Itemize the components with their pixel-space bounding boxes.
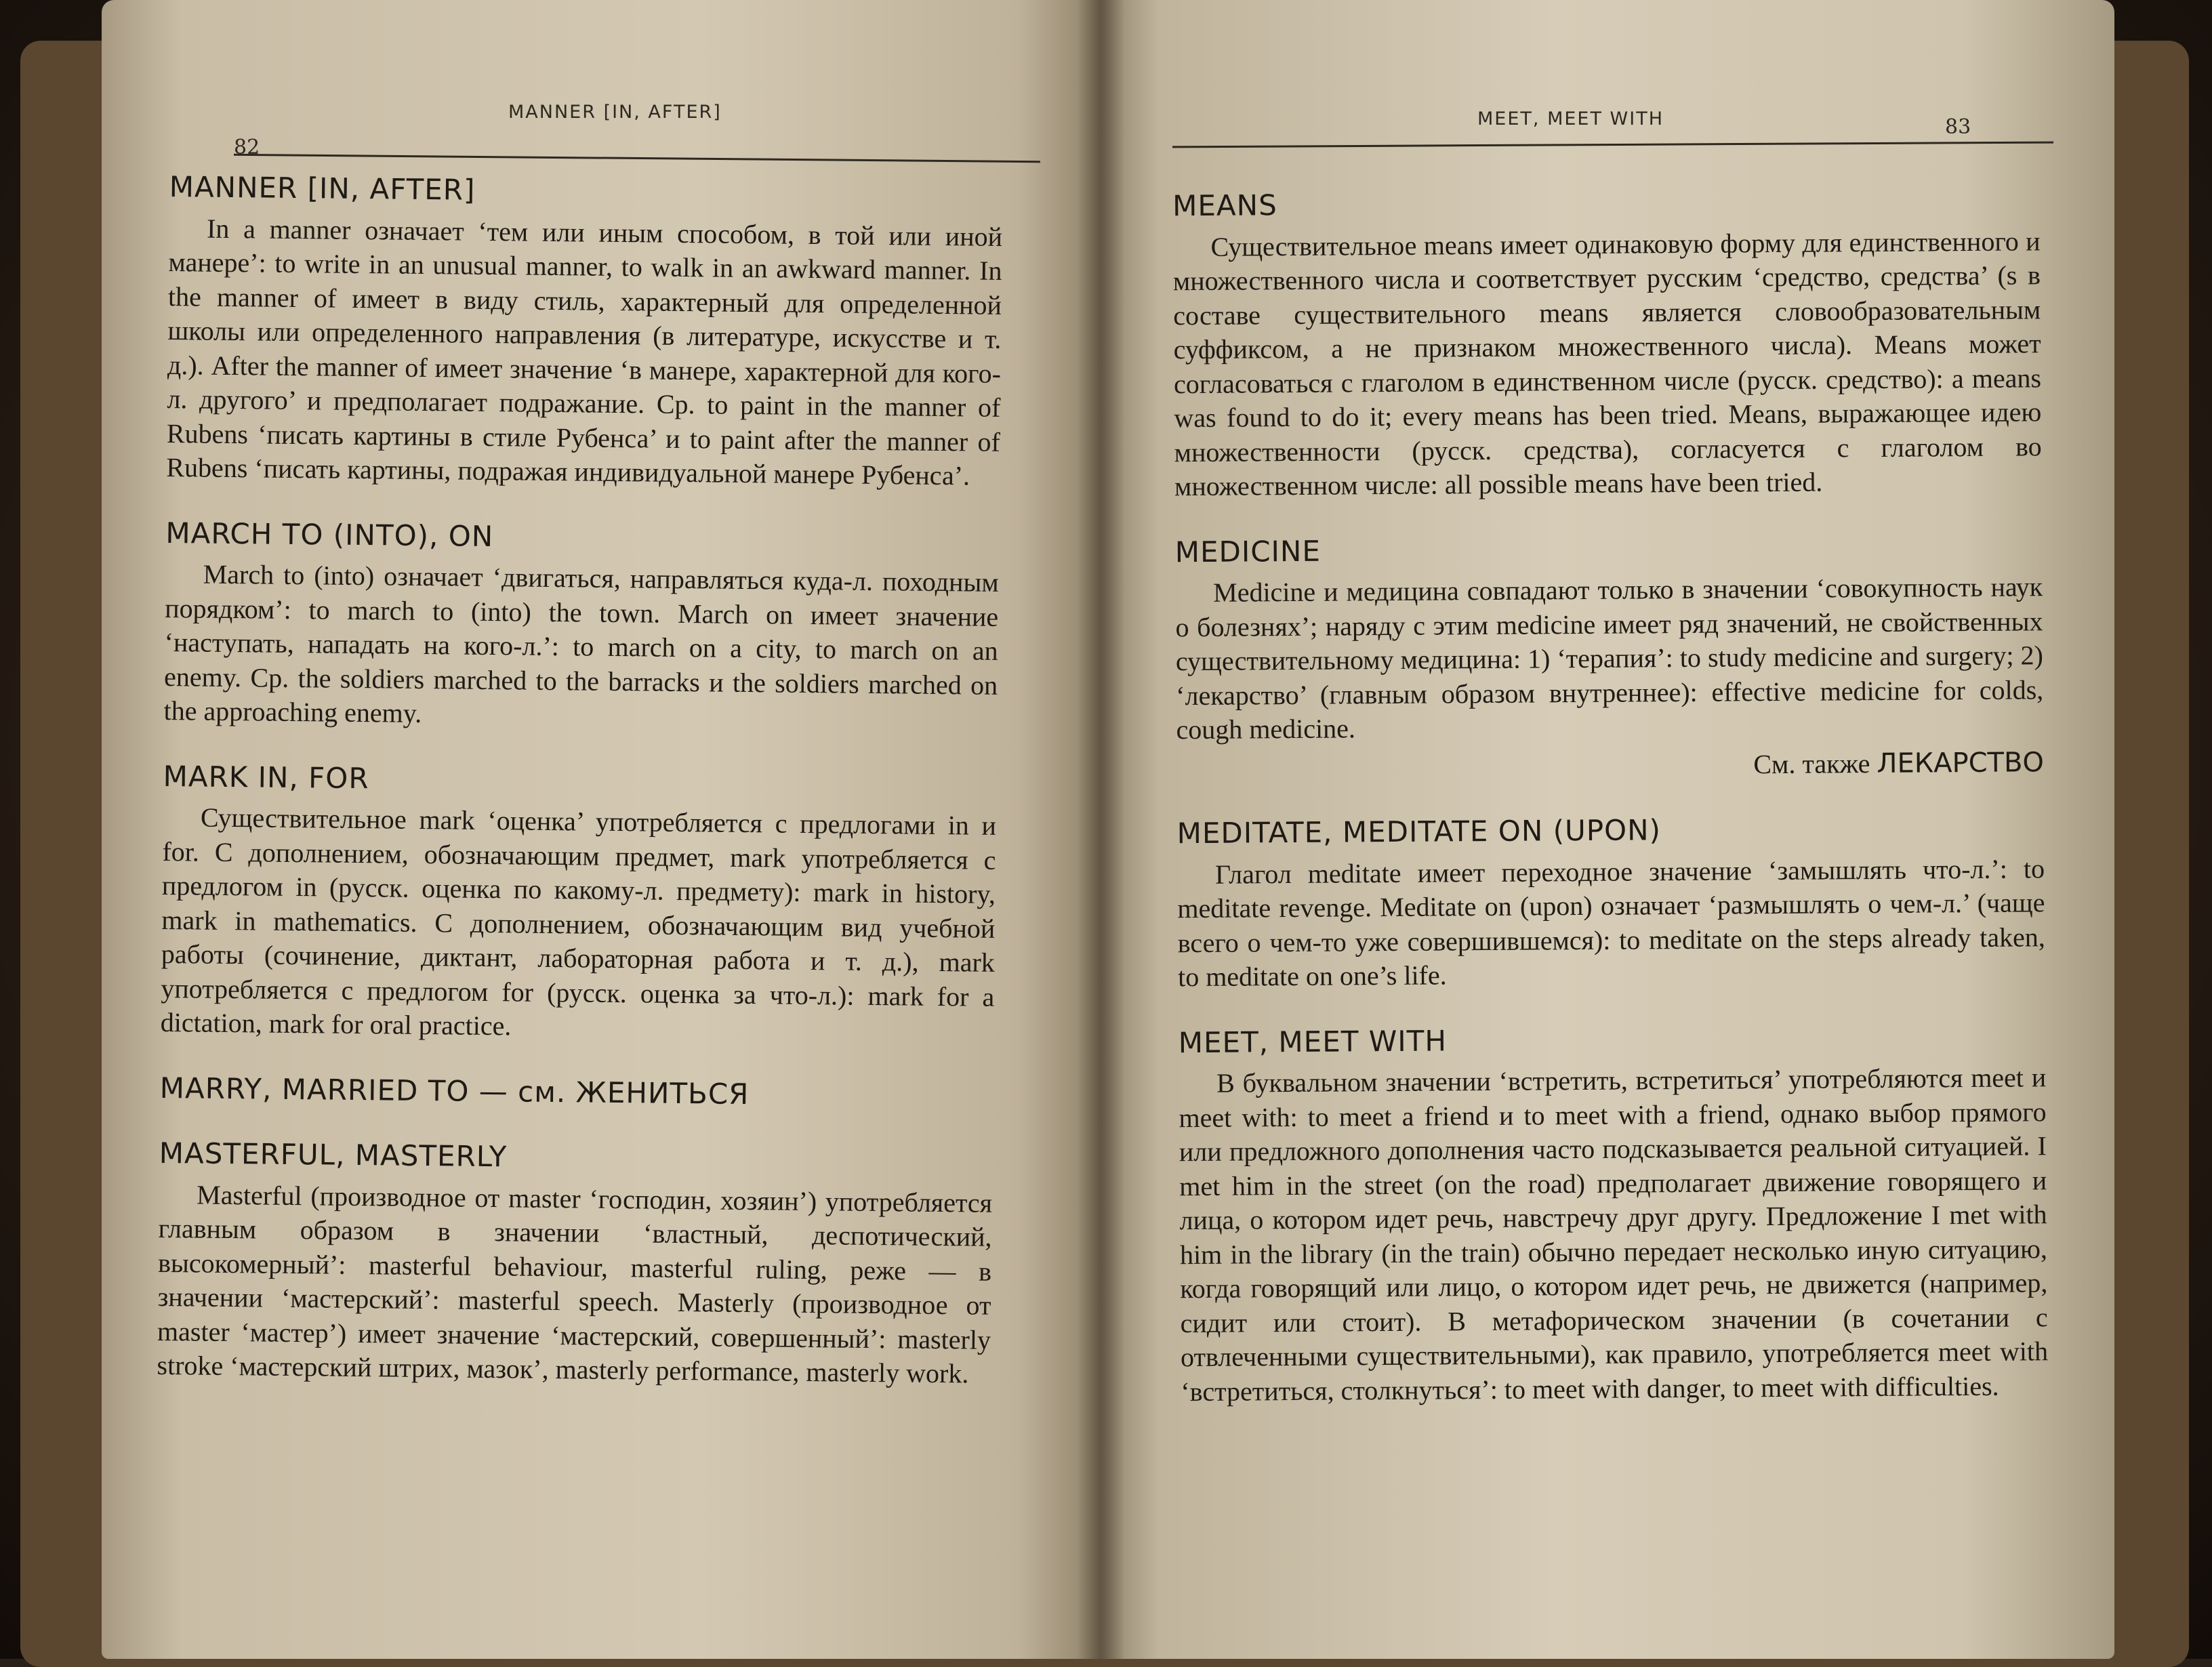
entry-text: Medicine и медицина совпадают только в значении ‘совокупность наук о болезнях’; наряду с этим medicine имеет ряд значений, не свойственных существительному медицина: 1) ‘терапия’: to study medicine and surgery; 2) ‘лекарство’ (главным образом внутреннее): effective medicine for colds, cough medicine.: [1175, 571, 2044, 745]
headword: MANNER [IN, AFTER]: [169, 170, 476, 207]
book-gutter-shadow: [1078, 0, 1125, 1659]
headword: MEDITATE, MEDITATE ON (UPON): [1176, 813, 1662, 850]
entry-text: In a manner означает ‘тем или иным способом, в той или иной манере’: to write in an unusual manner, to walk in an awkward manner. In the manner of имеет в виду стиль, характерный для определенной школы или определенного направления (в литературе, искусстве и т. д.). After the manner of имеет значение ‘в манере, характерной для кого-л. другого’ и предполагает подражание. Ср. to paint in the manner of Rubens ‘писать картины в стиле Рубенса’ и to paint after the manner of Rubens ‘писать картины, подражая индивидуальной манере Рубенса’.: [166, 213, 1003, 491]
right-page: [1098, 0, 2114, 1659]
headword: MEET, MEET WITH: [1178, 1023, 1448, 1059]
entry-text: March to (into) означает ‘двигаться, направляться куда-л. походным порядком’: to march to (into) the town. March on имеет значение ‘наступать, нападать на кого-л.’: to march on a city, to march on an enemy. Ср. the soldiers marched to the barracks и the soldiers marched on the approaching enemy.: [163, 558, 999, 728]
crossref-marry: MARRY, MARRIED TO — см. ЖЕНИТЬСЯ: [159, 1071, 750, 1111]
headword: MARK IN, FOR: [163, 759, 369, 795]
left-running-head: MANNER [IN, AFTER]: [508, 102, 722, 123]
right-running-head: MEET, MEET WITH: [1477, 108, 1664, 129]
left-page: [102, 0, 1098, 1659]
see-also: [1176, 745, 2044, 785]
entry-text: Существительное mark ‘оценка’ употребляется с предлогами in и for. С дополнением, обозначающим предмет, mark употребляется с предлогом in (русск. оценка по какому-л. предмету): mark in history, mark in mathematics. С дополнением, обозначающим вид учебной работы (сочинение, диктант, лабораторная работа и т. д.), mark употребляется с предлогом for (русск. оценка за что-л.): mark for a dictation, mark for oral practice.: [160, 802, 997, 1042]
headword: MASTERFUL, MASTERLY: [159, 1136, 508, 1174]
entry-means: [1172, 183, 2042, 503]
entry-march: [163, 516, 999, 737]
entry-text: Masterful (производное от master ‘господин, хозяин’) употребляется главным образом в значении ‘властный, деспотический, высокомерный’: masterful behaviour, masterful ruling, реже — в значении ‘мастерский’: masterful speech. Masterly (производное от master ‘мастер’) имеет значение ‘мастерский, совершенный’: masterly stroke ‘мастерский штрих, мазок’, masterly performance, masterly work.: [157, 1179, 993, 1389]
entry-text: В буквальном значении ‘встретить, встретиться’ употребляются meet и meet with: to meet a friend и to meet with a friend, однако выбор прямого или предложного дополнения часто подсказывается реальной ситуацией. I met him in the street (on the road) предполагает движение говорящего и лица, о котором идет речь, навстречу друг другу. Предложение I met with him in the library (in the train) обычно передает несколько иную ситуацию, когда говорящий или лицо, о котором идет речь, не движется (например, сидит или стоит). В метафорическом значении (в сочетании с отвлеченными существительными), как правило, употребляется meet with ‘встретиться, столкнуться’: to meet with danger, to meet with difficulties.: [1179, 1062, 2049, 1407]
entry-text: Существительное means имеет одинаковую форму для единственного и множественного числа и соответствует русским ‘средство, средства’ (s в составе существительного means является словообразовательным суффиксом, а не признаком множественного числа). Means может согласоваться с глаголом в единственном числе (русск. средство): a means was found to do it; every means has been tried. Means, выражающее идею множественности (русск. средства), согласуется с глаголом во множественном числе: all possible means have been tried.: [1172, 225, 2042, 502]
entry-meet: [1179, 1020, 2049, 1409]
entry-meditate: [1176, 810, 2045, 994]
headword: MARCH TO (INTO), ON: [165, 516, 494, 553]
headword: MEDICINE: [1174, 534, 1322, 569]
left-header-rule: [234, 154, 1040, 163]
entry-mark: [161, 759, 997, 1048]
see-also-term: ЛЕКАРСТВО: [1877, 746, 2045, 779]
entry-masterful: [157, 1136, 993, 1391]
right-page-number: 83: [1945, 115, 1971, 139]
right-page-content: [1098, 183, 2114, 1441]
right-header-rule: [1172, 142, 2053, 148]
see-also-prefix: См. также: [1753, 747, 1870, 779]
entry-text: Глагол meditate имеет переходное значение ‘замышлять что-л.’: to meditate revenge. Meditate on (upon) означает ‘размышлять о чем-л.’ (чаще всего о чем-то уже совершившемся): to meditate on the steps already taken, to meditate on one’s life.: [1177, 852, 2045, 993]
headword: MEANS: [1172, 188, 1277, 223]
left-page-content: [102, 169, 1098, 1424]
left-page-number: 82: [234, 136, 260, 159]
entry-medicine: [1175, 529, 2045, 785]
entry-manner: [166, 170, 1003, 493]
